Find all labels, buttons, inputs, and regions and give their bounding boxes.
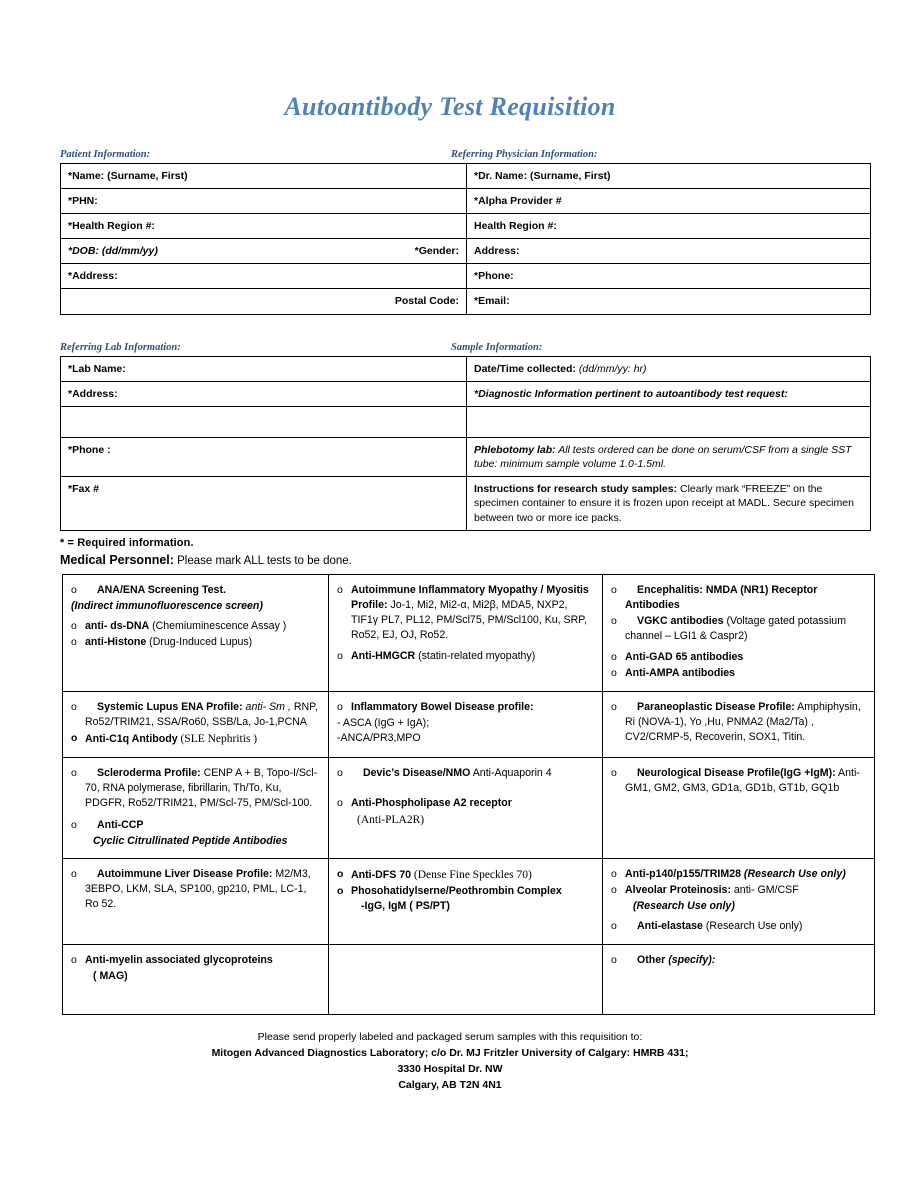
test-cell-myositis <box>329 574 603 691</box>
referring-lab-caption: Referring Lab Information: <box>60 341 181 353</box>
patient-information-caption: Patient Information: <box>60 148 151 160</box>
test-label: Anti-myelin associated glycoproteins <box>85 953 273 966</box>
checkbox-icon[interactable]: o <box>611 953 617 966</box>
checkbox-icon[interactable]: o <box>611 883 617 896</box>
lab-phone-field[interactable]: *Phone : <box>61 437 467 476</box>
research-instructions-lead: Instructions for research study samples: <box>474 483 678 496</box>
footer-line-1: Please send properly labeled and packaged serum samples with this requisition to: <box>257 1030 643 1043</box>
test-label: Devic’s Disease/NMO <box>363 767 471 780</box>
test-label: Anti-C1q Antibody <box>85 733 178 746</box>
sample-information-caption: Sample Information: <box>451 341 543 353</box>
checkbox-icon[interactable]: o <box>71 701 77 714</box>
test-sublabel: (Research Use only) <box>633 899 735 912</box>
test-detail: (specify): <box>665 953 716 966</box>
physician-name-field[interactable]: *Dr. Name: (Surname, First) <box>467 163 871 188</box>
checkbox-icon[interactable]: o <box>71 767 77 780</box>
test-detail: anti- GM/CSF <box>730 883 799 896</box>
checkbox-icon[interactable]: o <box>71 953 77 966</box>
test-sublabel-pla2r <box>337 812 593 828</box>
test-option-paraneoplastic-profile[interactable] <box>611 700 865 745</box>
test-label: Scleroderma Profile: <box>97 767 201 780</box>
patient-dob-gender-field[interactable] <box>61 239 467 264</box>
test-option-anti-elastase[interactable] <box>611 919 865 934</box>
table-row <box>63 692 875 758</box>
physician-information-caption: Referring Physician Information: <box>451 148 598 160</box>
checkbox-icon[interactable]: o <box>611 583 617 596</box>
checkbox-icon[interactable]: o <box>611 867 617 880</box>
checkbox-icon[interactable]: o <box>337 583 343 596</box>
test-detail-italic: anti- Sm , <box>242 701 291 714</box>
test-label: Neurological Disease Profile(IgG +IgM): <box>637 767 836 780</box>
test-cell-liver <box>63 858 329 944</box>
test-label: Anti-Phospholipase A2 receptor <box>351 797 512 810</box>
test-sublabel: (Anti-PLA2R) <box>357 814 425 827</box>
checkbox-icon[interactable]: o <box>71 583 77 596</box>
test-label: Inflammatory Bowel Disease profile: <box>351 701 534 714</box>
sample-datetime-field[interactable] <box>467 356 871 381</box>
checkbox-icon[interactable]: o <box>71 867 77 880</box>
table-row <box>63 858 875 944</box>
table-row <box>61 477 871 531</box>
test-cell-sle-ena <box>63 692 329 758</box>
test-cell-empty <box>329 944 603 1014</box>
test-detail-anca <box>337 731 593 746</box>
phlebotomy-note-text: All tests ordered can be done on serum/CSF from a single SST tube: minimum sample volume 1.0-1.5ml. <box>474 443 852 471</box>
checkbox-icon[interactable]: o <box>611 666 617 679</box>
checkbox-icon[interactable]: o <box>611 650 617 663</box>
test-detail: -ANCA/PR3,MPO <box>337 732 421 745</box>
test-detail: (Drug-Induced Lupus) <box>146 635 253 648</box>
checkbox-icon[interactable]: o <box>337 649 343 662</box>
test-cell-neurological <box>603 758 875 858</box>
test-label: Anti-AMPA antibodies <box>625 666 736 679</box>
test-subnote-ana-ena <box>71 599 319 614</box>
lab-sample-table <box>60 356 871 531</box>
table-row <box>61 188 871 213</box>
table-row <box>63 758 875 858</box>
test-detail: Anti-GM1, GM2, GM3, GD1a, GD1b, GT1b, GQ1b <box>625 767 860 795</box>
table-row <box>61 437 871 476</box>
test-label: Other <box>637 953 666 966</box>
test-label: Phosohatidylserne/Peothrombin Complex <box>351 884 562 897</box>
lab-address-line2-field[interactable] <box>61 406 467 437</box>
table-row <box>63 944 875 1014</box>
test-label: ANA/ENA Screening Test. <box>97 583 226 596</box>
table-row <box>61 239 871 264</box>
patient-physician-table <box>60 163 871 315</box>
lab-name-field[interactable]: *Lab Name: <box>61 356 467 381</box>
test-detail: (Research Use only) <box>740 867 846 880</box>
patient-physician-captions <box>60 149 840 163</box>
table-row <box>61 381 871 406</box>
test-label: Anti-HMGCR <box>351 649 416 662</box>
test-detail: Anti-Aquaporin 4 <box>470 767 552 780</box>
test-option-ps-pt-complex[interactable] <box>337 884 593 899</box>
test-option-anti-ccp[interactable] <box>71 818 319 833</box>
checkbox-icon[interactable]: o <box>71 619 77 632</box>
table-row <box>61 356 871 381</box>
test-detail: (Dense Fine Speckles 70) <box>411 868 532 881</box>
test-option-devics-nmo[interactable] <box>337 766 593 781</box>
test-sublabel: -IgG, IgM ( PS/PT) <box>361 899 450 912</box>
test-option-anti-p140-p155-trim28[interactable] <box>611 867 865 882</box>
test-detail: (statin-related myopathy) <box>415 649 536 662</box>
diagnostic-information-blank-field[interactable] <box>467 406 871 437</box>
test-option-ana-ena[interactable] <box>71 583 319 598</box>
spacer <box>337 782 593 796</box>
sample-datetime-format: (dd/mm/yy: hr) <box>575 362 647 375</box>
test-detail: (Voltage gated potassium channel – LGI1 & Caspr2) <box>625 614 847 642</box>
table-row <box>61 213 871 238</box>
test-option-anti-dsdna[interactable] <box>71 619 319 634</box>
patient-dob-label: *DOB: (dd/mm/yy) <box>68 245 158 258</box>
medical-personnel-note <box>60 553 840 567</box>
test-option-anti-ampa[interactable] <box>611 666 865 681</box>
physician-phone-field[interactable]: *Phone: <box>467 264 871 289</box>
test-sublabel-ps-pt <box>337 899 593 914</box>
patient-address-field[interactable]: *Address: <box>61 264 467 289</box>
test-cell-dfs70 <box>329 858 603 944</box>
test-label: Autoimmune Inflammatory Myopathy / Myositis Profile: <box>351 583 589 611</box>
test-cell-ana-ena <box>63 574 329 691</box>
test-cell-mag <box>63 944 329 1014</box>
table-row <box>61 264 871 289</box>
test-label: Paraneoplastic Disease Profile: <box>637 701 795 714</box>
table-row <box>61 163 871 188</box>
test-cell-encephalitis <box>603 574 875 691</box>
lab-address-field[interactable]: *Address: <box>61 381 467 406</box>
test-label: anti-Histone <box>85 635 147 648</box>
test-option-anti-myelin-mag[interactable] <box>71 953 319 968</box>
test-label: Anti-DFS 70 <box>351 868 412 881</box>
checkbox-icon[interactable]: o <box>337 797 343 810</box>
test-sublabel-ccp <box>71 834 319 849</box>
test-detail: (Chemiuminescence Assay ) <box>149 619 287 632</box>
test-label: Anti-CCP <box>97 818 144 831</box>
test-sublabel-mag <box>71 969 319 984</box>
test-detail: - ASCA (IgG + IgA); <box>337 717 430 730</box>
test-label: Alveolar Proteinosis: <box>625 883 731 896</box>
test-cell-ibd <box>329 692 603 758</box>
table-row <box>63 574 875 691</box>
test-option-anti-hmgcr[interactable] <box>337 649 593 664</box>
test-sublabel: ( MAG) <box>93 969 128 982</box>
test-label: Anti-GAD 65 antibodies <box>625 650 744 663</box>
checkbox-icon[interactable]: o <box>337 867 344 880</box>
test-label: Autoimmune Liver Disease Profile: <box>97 867 273 880</box>
test-option-anti-pla2r[interactable] <box>337 796 593 811</box>
test-detail: Amphiphysin, Ri (NOVA-1), Yo ,Hu, PNMA2 (Ma2/Ta) , CV2/CRMP-5, Recoverin, SOX1, Titin. <box>625 701 861 744</box>
test-cell-paraneoplastic <box>603 692 875 758</box>
table-row <box>61 289 871 314</box>
diagnostic-information-field[interactable]: *Diagnostic Information pertinent to autoantibody test request: <box>467 381 871 406</box>
test-option-anti-dfs70[interactable] <box>337 867 593 883</box>
test-detail-asca <box>337 716 593 731</box>
test-option-encephalitis-nmda[interactable] <box>611 583 865 613</box>
footer-block <box>60 1029 840 1094</box>
test-detail: CENP A + B, Topo-I/Scl-70, RNA polymerase, fibrillarin, Th/To, Ku, PDGFR, Ro52/TRIM21, PM/Scl-75, PM/Scl-100. <box>85 767 318 810</box>
test-label: anti- ds-DNA <box>85 619 150 632</box>
research-instructions-text: Clearly mark “FREEZE” on the specimen container to ensure it is frozen upon receipt at MADL. Secure specimen between two or more ice packs. <box>474 483 854 524</box>
test-cell-scleroderma <box>63 758 329 858</box>
physician-address-field[interactable]: Address: <box>467 239 871 264</box>
research-instructions-note <box>467 477 871 531</box>
test-detail: RNP, Ro52/TRIM21, SSA/Ro60, SSB/La, Jo-1,PCNA <box>85 701 318 729</box>
test-cell-devics <box>329 758 603 858</box>
test-label: Systemic Lupus ENA Profile: <box>97 701 243 714</box>
table-row <box>61 406 871 437</box>
test-label: Encephalitis: NMDA (NR1) Receptor Antibodies <box>625 583 818 611</box>
patient-gender-label: *Gender: <box>414 245 459 258</box>
test-label: Anti-p140/p155/TRIM28 <box>625 867 741 880</box>
test-option-other-specify[interactable] <box>611 953 865 968</box>
phlebotomy-note <box>467 437 871 476</box>
medical-personnel-lead: Medical Personnel: <box>60 552 174 567</box>
phlebotomy-note-lead: Phlebotomy lab: <box>474 443 556 456</box>
footer-line-4: Calgary, AB T2N 4N1 <box>398 1079 502 1092</box>
page-title: Autoantibody Test Requisition <box>284 92 616 121</box>
test-cell-research-use <box>603 858 875 944</box>
test-option-ibd-profile[interactable] <box>337 700 593 715</box>
checkbox-icon[interactable]: o <box>337 884 344 897</box>
test-option-anti-histone[interactable] <box>71 635 319 650</box>
test-option-alveolar-proteinosis[interactable] <box>611 883 865 898</box>
required-information-note: * = Required information. <box>60 536 194 549</box>
test-label: VGKC antibodies <box>637 614 724 627</box>
test-option-systemic-lupus-ena[interactable] <box>71 700 319 730</box>
physician-health-region-field[interactable]: Health Region #: <box>467 213 871 238</box>
patient-phn-field[interactable]: *PHN: <box>61 188 467 213</box>
test-option-myositis-profile[interactable] <box>337 583 593 643</box>
test-cell-other <box>603 944 875 1014</box>
test-sublabel-alveolar <box>611 899 865 914</box>
patient-name-field[interactable]: *Name: (Surname, First) <box>61 163 467 188</box>
test-detail: (SLE Nephritis ) <box>177 733 258 746</box>
test-detail: Jo-1, Mi2, Mi2-α, Mi2β, MDA5, NXP2, TIF1γ PL7, PL12, PM/Scl75, PM/Scl100, Ku, SRP, Ro52, EJ, OJ, Ro52. <box>351 598 587 641</box>
patient-health-region-field[interactable]: *Health Region #: <box>61 213 467 238</box>
patient-postal-code-field[interactable]: Postal Code: <box>61 289 467 314</box>
test-option-neurological-profile[interactable] <box>611 766 865 796</box>
checkbox-icon[interactable]: o <box>71 818 77 831</box>
test-detail: M2/M3, 3EBPO, LKM, SLA, SP100, gp210, PML, LC-1, Ro 52. <box>85 867 311 910</box>
checkbox-icon[interactable]: o <box>71 732 78 745</box>
checkbox-icon[interactable]: o <box>337 701 343 714</box>
footer-line-2: Mitogen Advanced Diagnostics Laboratory; c/o Dr. MJ Fritzler University of Calgary: HMRB 431; <box>211 1046 689 1059</box>
footer-line-3: 3330 Hospital Dr. NW <box>397 1063 503 1076</box>
physician-email-field[interactable]: *Email: <box>467 289 871 314</box>
test-option-autoimmune-liver-profile[interactable] <box>71 867 319 912</box>
checkbox-icon[interactable]: o <box>611 614 617 627</box>
test-sublabel: (Indirect immunofluorescence screen) <box>71 599 263 612</box>
test-label: Anti-elastase <box>637 919 703 932</box>
checkbox-icon[interactable]: o <box>71 635 77 648</box>
lab-sample-captions <box>60 342 840 356</box>
test-detail: (Research Use only) <box>702 919 803 932</box>
lab-fax-field[interactable]: *Fax # <box>61 477 467 531</box>
test-selection-grid <box>62 574 875 1015</box>
test-option-scleroderma-profile[interactable] <box>71 766 319 811</box>
checkbox-icon[interactable]: o <box>611 701 617 714</box>
sample-datetime-label: Date/Time collected: <box>474 362 576 375</box>
checkbox-icon[interactable]: o <box>337 767 343 780</box>
medical-personnel-rest: Please mark ALL tests to be done. <box>173 554 352 567</box>
test-sublabel: Cyclic Citrullinated Peptide Antibodies <box>93 834 288 847</box>
checkbox-icon[interactable]: o <box>611 919 617 932</box>
test-option-anti-gad65[interactable] <box>611 650 865 665</box>
test-option-vgkc[interactable] <box>611 614 865 644</box>
physician-alpha-provider-field[interactable]: *Alpha Provider # <box>467 188 871 213</box>
test-option-anti-c1q[interactable] <box>71 731 319 747</box>
checkbox-icon[interactable]: o <box>611 767 617 780</box>
